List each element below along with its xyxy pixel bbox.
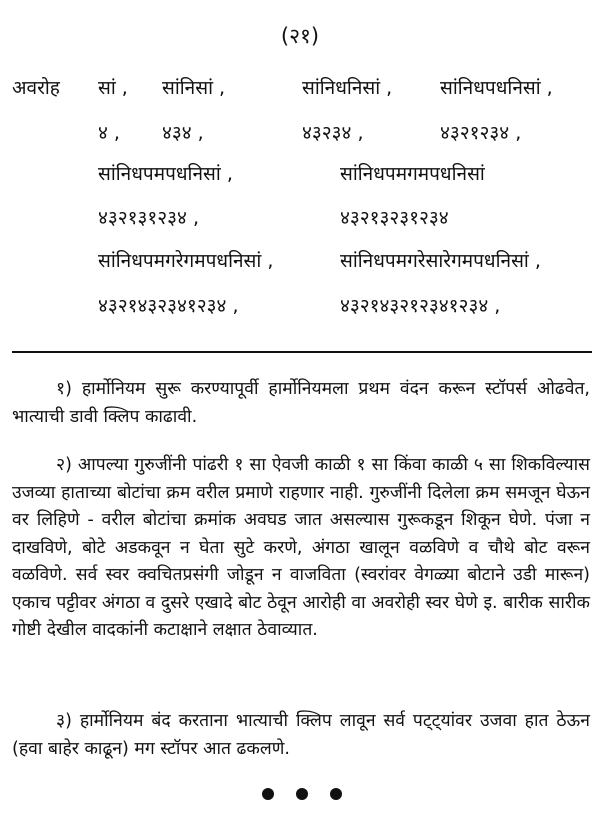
bullet-dot: [330, 788, 342, 800]
notation-swar: सां ,: [98, 77, 128, 99]
notation-fingering: ४३२१२३४ ,: [440, 122, 522, 144]
note-paragraph-3: ३) हार्मोनियम बंद करताना भात्याची क्लिप लावून सर्व पट्ट्यांवर उजवा हात ठेऊन (हवा बाहेर काढून) मग स्टॉपर आत ढकलणे.: [12, 711, 590, 759]
notation-fingering: ४३२३४ ,: [302, 122, 364, 144]
notation-swar: सांनिधपमगरेगमपधनिसां ,: [98, 250, 274, 272]
page-number: (२१): [280, 24, 320, 48]
notation-fingering: ४३२१३२३१२३४: [340, 207, 449, 229]
note-paragraph-2: २) आपल्या गुरुजींनी पांढरी १ सा ऐवजी काळी १ सा किंवा काळी ५ सा शिकविल्यास उजव्या हाताच्या बोटांचा क्रम वरील प्रमाणे राहणार नाही. गुरुजींनी दिलेला क्रम समजून घेऊन वर लिहिणे - वरील बोटांचा क्रमांक अवघड जात असल्यास गुरूकडून शिकून घेणे. पंजा न दाखविणे, बोटे अडकवून न घेता सुटे करणे, अंगठा खालून वळविणे व चौथे बोट वरून वळविणे. सर्व स्वर क्वचितप्रसंगी जोडून न वाजविता (स्वरांवर वेगळ्या बोटाने उडी मारून) एकाच पट्टीवर अंगठा व दुसरे एखादे बोट ठेवून आरोही वा अवरोही स्वर घेणे इ. बारीक सारीक गोष्टी देखील वादकांनी कटाक्षाने लक्षात ठेवाव्यात.: [12, 455, 590, 640]
note-paragraph-1: १) हार्मोनियम सुरू करण्यापूर्वी हार्मोनियमला प्रथम वंदन करून स्टॉपर्स ओढवेत, भात्याची डावी क्लिप काढावी.: [12, 379, 590, 427]
bullet-dot: [296, 788, 308, 800]
notation-fingering: ४ ,: [98, 122, 120, 144]
end-ornament: [262, 788, 342, 800]
notation-swar: सांनिधपधनिसां ,: [440, 77, 553, 99]
notation-swar: सांनिधपमगरेसारेगमपधनिसां ,: [340, 250, 541, 272]
notation-fingering: ४३२१३१२३४ ,: [98, 207, 199, 229]
notation-swar: सांनिसां ,: [162, 77, 226, 99]
bullet-dot: [262, 788, 274, 800]
avaroh-label: अवरोह: [12, 77, 60, 99]
notation-swar: सांनिधपमगमपधनिसां: [340, 163, 485, 185]
notation-fingering: ४३२१४३२३४१२३४ ,: [98, 295, 239, 317]
notation-swar: सांनिधपमपधनिसां ,: [98, 163, 233, 185]
notation-fingering: ४३४ ,: [162, 122, 204, 144]
notation-fingering: ४३२१४३२१२३४१२३४ ,: [340, 295, 501, 317]
notation-swar: सांनिधनिसां ,: [302, 77, 393, 99]
section-divider: [12, 351, 592, 353]
